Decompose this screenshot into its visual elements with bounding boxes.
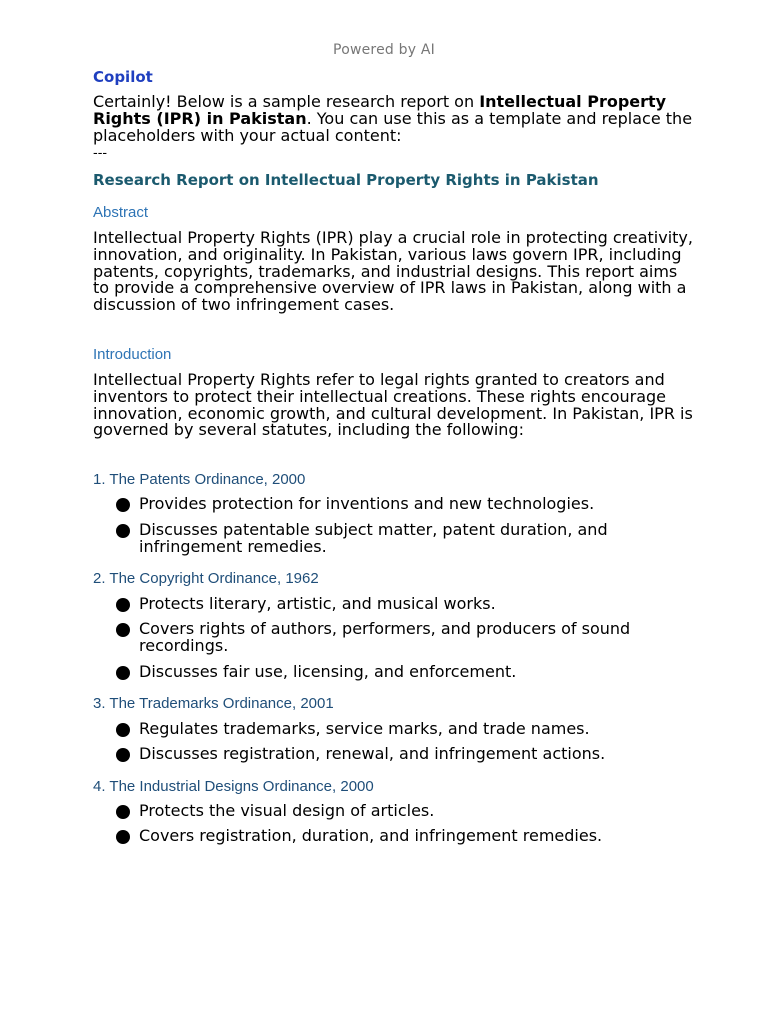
list-item: Discusses fair use, licensing, and enforcement.	[139, 662, 517, 681]
bullet-icon	[116, 524, 130, 538]
intro-bold-topic: Intellectual Property Rights (IPR) in Pakistan	[93, 92, 667, 128]
bullet-icon	[116, 830, 130, 844]
report-title: Research Report on Intellectual Property Rights in Pakistan	[93, 171, 599, 189]
bullet-icon	[116, 748, 130, 762]
intro-paragraph	[93, 93, 693, 144]
statute-heading-trademarks: 3. The Trademarks Ordinance, 2001	[93, 695, 334, 712]
list-item: Protects the visual design of articles.	[139, 801, 435, 820]
assistant-name: Copilot	[93, 68, 153, 86]
bullet-icon	[116, 498, 130, 512]
bullet-icon	[116, 805, 130, 819]
list-item: Protects literary, artistic, and musical works.	[139, 594, 496, 613]
bullet-icon	[116, 623, 130, 637]
bullet-icon	[116, 723, 130, 737]
list-item: Regulates trademarks, service marks, and trade names.	[139, 719, 590, 738]
introduction-heading: Introduction	[93, 346, 172, 363]
intro-text-after: . You can use this as a template and replace the placeholders with your actual content:	[93, 109, 693, 145]
bullet-icon	[116, 666, 130, 680]
separator: ---	[93, 146, 108, 161]
abstract-text: Intellectual Property Rights (IPR) play a crucial role in protecting creativity, innovation, and originality. In Pakistan, various laws govern IPR, including patents, copyrights, trademarks, and industrial designs. This report aims to provide a comprehensive overview of IPR laws in Pakistan, along with a discussion of two infringement cases.	[93, 228, 693, 315]
list-item: Provides protection for inventions and new technologies.	[139, 494, 595, 513]
statute-heading-industrial-designs: 4. The Industrial Designs Ordinance, 2000	[93, 778, 374, 795]
intro-text-before: Certainly! Below is a sample research report on	[93, 92, 480, 111]
list-item: Covers registration, duration, and infringement remedies.	[139, 826, 603, 845]
list-item: Discusses patentable subject matter, patent duration, and infringement remedies.	[139, 520, 608, 556]
list-item: Covers rights of authors, performers, and producers of sound recordings.	[139, 619, 631, 655]
introduction-text: Intellectual Property Rights refer to legal rights granted to creators and inventors to protect their intellectual creations. These rights encourage innovation, economic growth, and cultural development. In Pakistan, IPR is governed by several statutes, including the following:	[93, 370, 693, 440]
powered-by-label: Powered by AI	[333, 42, 435, 58]
statute-heading-copyright: 2. The Copyright Ordinance, 1962	[93, 570, 319, 587]
list-item: Discusses registration, renewal, and infringement actions.	[139, 744, 606, 763]
statute-heading-patents: 1. The Patents Ordinance, 2000	[93, 471, 306, 488]
bullet-icon	[116, 598, 130, 612]
abstract-heading: Abstract	[93, 204, 149, 221]
